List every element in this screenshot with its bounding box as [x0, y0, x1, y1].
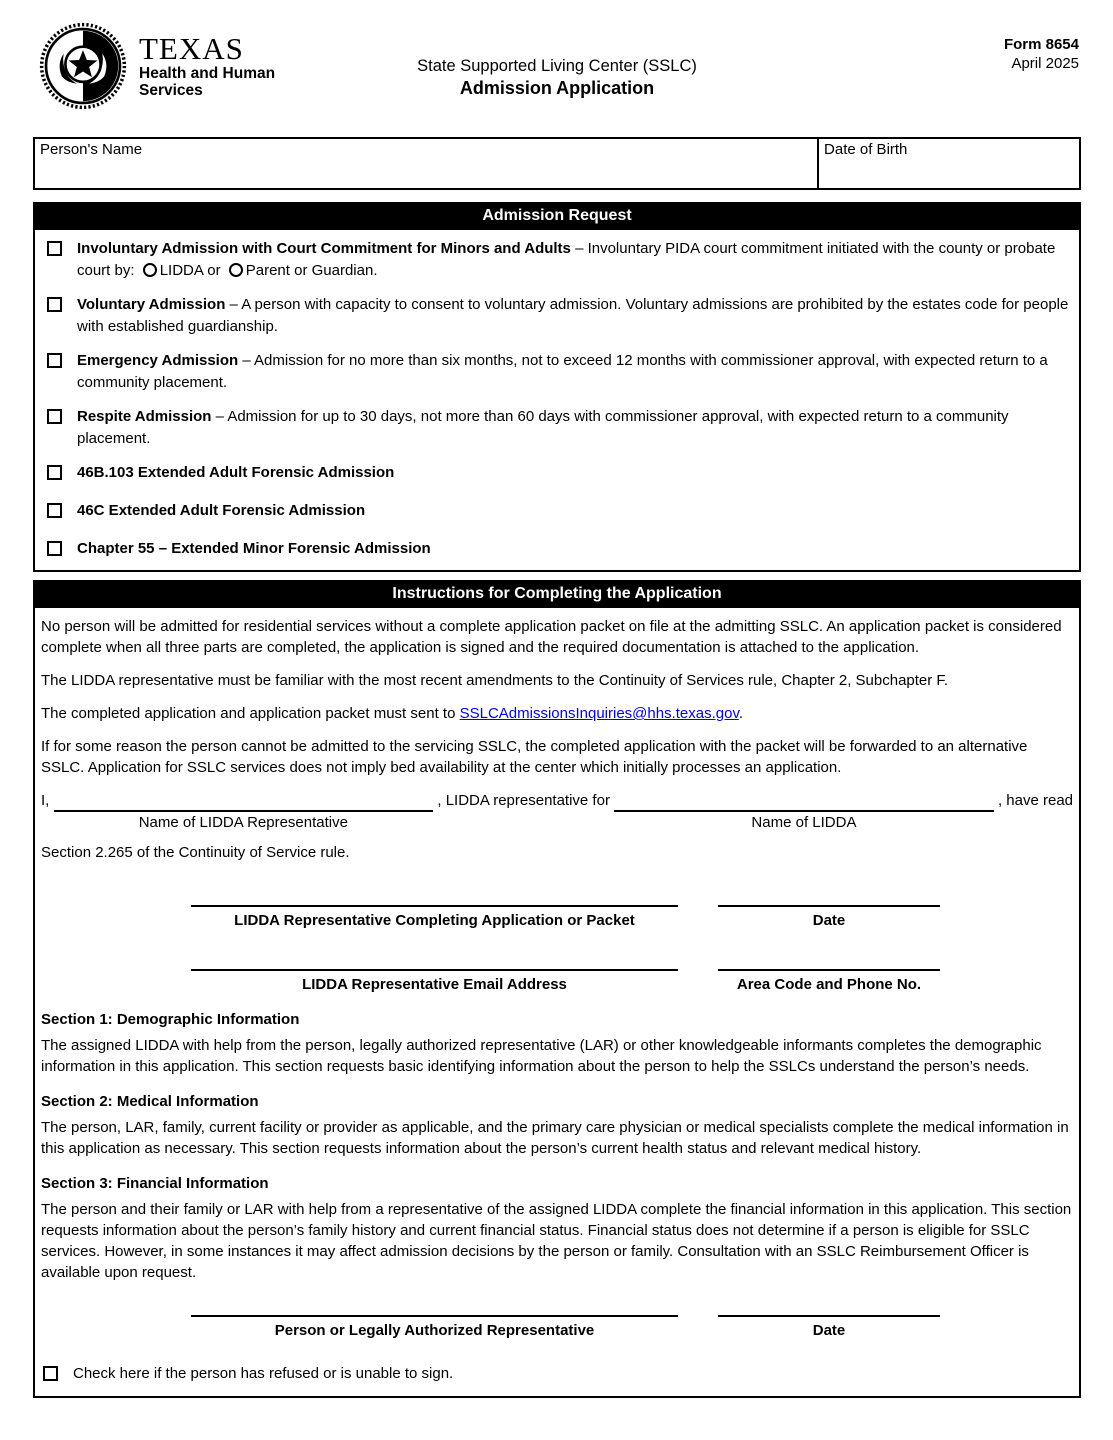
admission-request-header: Admission Request [33, 202, 1081, 230]
signature-row-1 [41, 905, 1073, 931]
section-2-text: The person, LAR, family, current facility or provider as applicable, and the primary care physician or medical specialists complete the medical information in this application as necessary. This section requests information about the person’s current health status and relevant medical history. [41, 1119, 1069, 1157]
involuntary-admission-description: – Involuntary PIDA court commitment initiated with the county or probate court by: [77, 240, 1056, 279]
brand-text [139, 33, 275, 99]
emergency-admission-checkbox[interactable] [47, 353, 62, 368]
statement-end: , have read [993, 792, 1073, 809]
lidda-representative-name-blank[interactable] [54, 790, 434, 812]
person-name-field[interactable] [35, 139, 819, 188]
section-1-heading: Section 1: Demographic Information [41, 1011, 300, 1028]
option-chapter55-forensic-admission [45, 538, 1069, 560]
document-title-line1: State Supported Living Center (SSLC) [417, 57, 697, 75]
brand-subtitle-2: Services [139, 82, 203, 99]
refused-to-sign-checkbox[interactable] [43, 1366, 58, 1381]
section-1-text: The assigned LIDDA with help from the person, legally authorized representative (LAR) or other knowledgeable informants completes the demographic information in this application. This section requests basic identifying information about the person to help the SSLCs understand the person’s needs. [41, 1037, 1042, 1075]
signature-row-2 [41, 969, 1073, 995]
involuntary-admission-checkbox[interactable] [47, 241, 62, 256]
person-info-table [33, 137, 1081, 190]
instructions-body [33, 608, 1081, 1398]
respite-admission-checkbox[interactable] [47, 409, 62, 424]
admissions-email-link[interactable]: SSLCAdmissionsInquiries@hhs.texas.gov [459, 705, 739, 722]
forensic-46b103-label: 46B.103 Extended Adult Forensic Admission [77, 464, 395, 481]
emergency-admission-label: Emergency Admission [77, 352, 239, 369]
date-of-birth-field[interactable] [819, 139, 1079, 188]
forensic-46c-label: 46C Extended Adult Forensic Admission [77, 502, 366, 519]
involuntary-admission-label: Involuntary Admission with Court Commitment for Minors and Adults [77, 240, 571, 257]
form-revision-date: April 2025 [1011, 55, 1079, 72]
lidda-representative-name-caption: Name of LIDDA Representative [138, 814, 348, 831]
email-sentence-prefix: The completed application and application packet must sent to [41, 705, 460, 722]
option-involuntary-admission [45, 238, 1069, 282]
brand-name: TEXAS [139, 31, 244, 66]
texas-hhs-logo [39, 22, 275, 110]
lidda-name-caption: Name of LIDDA [751, 814, 857, 831]
respite-admission-description: – Admission for up to 30 days, not more than 60 days with commissioner approval, with expected return to a community placement. [77, 408, 1009, 447]
parent-or-guardian-radio[interactable] [229, 263, 243, 277]
statement-continuation: Section 2.265 of the Continuity of Service rule. [41, 844, 350, 861]
lidda-representative-signature-line[interactable]: LIDDA Representative Completing Application or Packet [191, 905, 678, 931]
option-46c-forensic-admission [45, 500, 1069, 522]
signature-row-3 [41, 1315, 1073, 1341]
instructions-header: Instructions for Completing the Application [33, 580, 1081, 608]
document-title-line2: Admission Application [459, 78, 655, 98]
option-46b103-forensic-admission [45, 462, 1069, 484]
lidda-representative-email-line[interactable]: LIDDA Representative Email Address [191, 969, 678, 995]
respite-admission-label: Respite Admission [77, 408, 212, 425]
voluntary-admission-label: Voluntary Admission [77, 296, 226, 313]
forensic-46b103-checkbox[interactable] [47, 465, 62, 480]
chapter55-label: Chapter 55 – Extended Minor Forensic Admission [77, 540, 431, 557]
lidda-statement [41, 790, 1073, 832]
option-respite-admission [45, 406, 1069, 450]
admission-request-options [33, 230, 1081, 572]
option-emergency-admission [45, 350, 1069, 394]
person-name-label: Person's Name [40, 141, 143, 158]
texas-hhs-seal-icon [39, 22, 127, 110]
lidda-radio-label: LIDDA [159, 262, 204, 279]
form-header [33, 0, 1081, 137]
signature-date-line-1[interactable]: Date [718, 905, 940, 931]
lidda-radio[interactable] [143, 263, 157, 277]
option-voluntary-admission [45, 294, 1069, 338]
section-3-heading: Section 3: Financial Information [41, 1175, 269, 1192]
instructions-paragraph-2: The LIDDA representative must be familiar with the most recent amendments to the Continuity of Services rule, Chapter 2, Subchapter F. [41, 672, 949, 689]
instructions-paragraph-4: If for some reason the person cannot be admitted to the servicing SSLC, the completed application with the packet will be forwarded to an alternative SSLC. Application for SSLC services does not imply bed availability at the center which initially processes an application. [41, 738, 1028, 776]
parent-or-guardian-radio-label: Parent or Guardian. [245, 262, 378, 279]
section-3-text: The person and their family or LAR with help from a representative of the assigned LIDDA complete the financial information in this application. This section requests information about the person’s family history and current financial status. Financial status does not determine if a person is eligible for SSLC services. However, in some instances it may affect admission decisions by the person or family. Consultation with an SSLC Reimbursement Officer is available upon request. [41, 1201, 1072, 1281]
brand-subtitle-1: Health and Human [139, 65, 276, 82]
area-code-phone-line[interactable]: Area Code and Phone No. [718, 969, 940, 995]
person-or-lar-signature-line[interactable]: Person or Legally Authorized Representative [191, 1315, 678, 1341]
voluntary-admission-description: – A person with capacity to consent to voluntary admission. Voluntary admissions are prohibited by the estates code for people with established guardianship. [77, 296, 1069, 335]
statement-mid: , LIDDA representative for [433, 792, 615, 809]
chapter55-checkbox[interactable] [47, 541, 62, 556]
voluntary-admission-checkbox[interactable] [47, 297, 62, 312]
refused-to-sign-label: Check here if the person has refused or is unable to sign. [73, 1365, 454, 1382]
date-of-birth-label: Date of Birth [824, 141, 908, 158]
lidda-name-blank[interactable] [614, 790, 994, 812]
forensic-46c-checkbox[interactable] [47, 503, 62, 518]
statement-lead: I, [41, 792, 54, 809]
form-number: Form 8654 [1003, 36, 1079, 53]
instructions-paragraph-3 [41, 703, 1073, 724]
email-sentence-suffix: . [738, 705, 744, 722]
form-number-block [1004, 35, 1079, 73]
section-2-heading: Section 2: Medical Information [41, 1093, 259, 1110]
signature-date-line-3[interactable]: Date [718, 1315, 940, 1341]
emergency-admission-description: – Admission for no more than six months, not to exceed 12 months with commissioner approval, with expected return to a community placement. [77, 352, 1048, 391]
refused-to-sign-row [41, 1363, 1073, 1384]
instructions-paragraph-1: No person will be admitted for residential services without a complete application packet on file at the admitting SSLC. An application packet is considered complete when all three parts are completed, the application is signed and the required documentation is attached to the application. [41, 618, 1062, 656]
radio-or-text: or [203, 262, 225, 279]
